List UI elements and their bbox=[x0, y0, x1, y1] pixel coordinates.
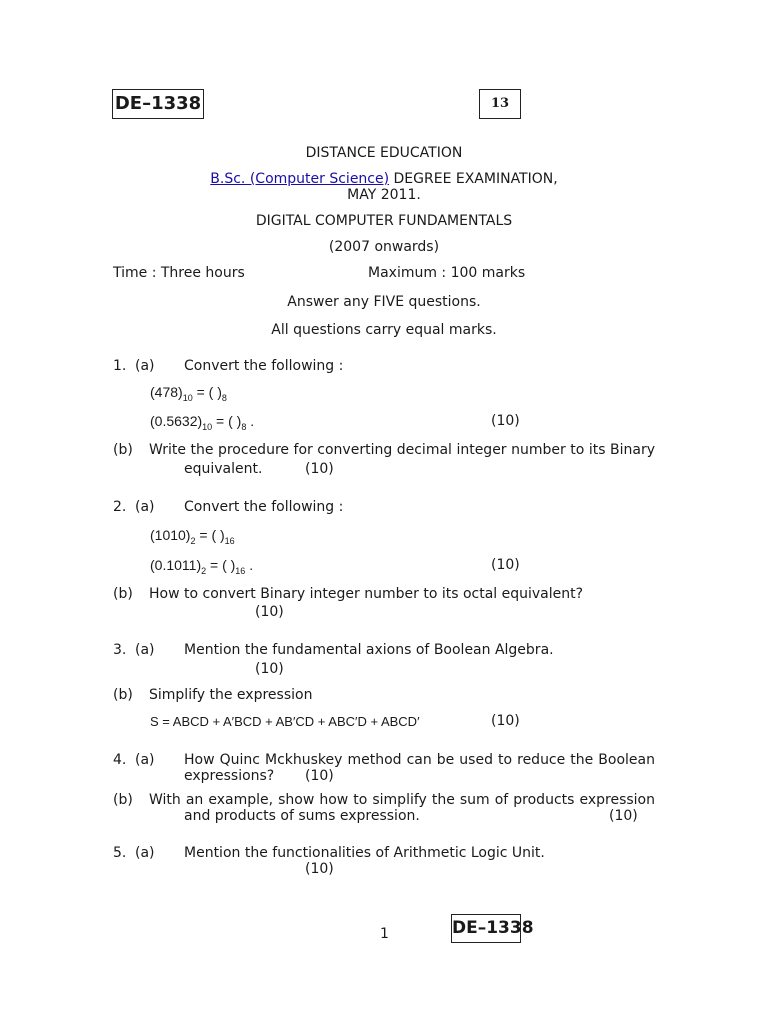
q3b-label: (b) bbox=[113, 687, 133, 703]
q5a-label: (a) bbox=[135, 845, 155, 861]
q4b-marks: (10) bbox=[609, 808, 638, 824]
q2a-text: Convert the following : bbox=[184, 499, 344, 515]
instruction-2: All questions carry equal marks. bbox=[271, 322, 497, 338]
time-text: Time : Three hours bbox=[113, 265, 245, 281]
q1b-text-line1: Write the procedure for converting decimal integer number to its Binary bbox=[149, 442, 655, 458]
q4a-text-line1: How Quinc Mckhuskey method can be used to reduce the Boolean bbox=[184, 752, 655, 768]
q4-number: 4. bbox=[113, 752, 127, 768]
q5a-text: Mention the functionalities of Arithmetic Logic Unit. bbox=[184, 845, 545, 861]
q1-equation-1: $(478)_{10}$ = ( )$_8$ bbox=[150, 384, 227, 403]
paper-code-box: DE–1338 bbox=[112, 89, 204, 119]
q4a-label: (a) bbox=[135, 752, 155, 768]
q5a-marks: (10) bbox=[305, 861, 334, 877]
page-count-box: 13 bbox=[479, 89, 521, 119]
q3b-marks: (10) bbox=[491, 713, 520, 729]
exam-heading: DISTANCE EDUCATION bbox=[305, 145, 463, 161]
instruction-1: Answer any FIVE questions. bbox=[287, 294, 481, 310]
subject-title: DIGITAL COMPUTER FUNDAMENTALS bbox=[255, 213, 513, 229]
q2a-label: (a) bbox=[135, 499, 155, 515]
q4a-marks: (10) bbox=[305, 768, 334, 784]
q1a-label: (a) bbox=[135, 358, 155, 374]
q3a-label: (a) bbox=[135, 642, 155, 658]
q1a-text: Convert the following : bbox=[184, 358, 344, 374]
q1-number: 1. bbox=[113, 358, 127, 374]
q2b-label: (b) bbox=[113, 586, 133, 602]
q4b-text-line2: and products of sums expression. bbox=[184, 808, 420, 824]
q2b-marks: (10) bbox=[255, 604, 284, 620]
q2-equation-1: $(1010)_2$ = ( )$_{16}$ bbox=[150, 527, 235, 546]
q2a-marks: (10) bbox=[491, 557, 520, 573]
q4b-text-line1: With an example, show how to simplify the sum of products expression bbox=[149, 792, 655, 808]
max-marks-text: Maximum : 100 marks bbox=[368, 265, 526, 281]
q1a-marks: (10) bbox=[491, 413, 520, 429]
degree-line-rest: DEGREE EXAMINATION, bbox=[389, 171, 558, 187]
q1-equation-2: $(0.5632)_{10}$ = ( )$_8$ . bbox=[150, 413, 255, 432]
q4b-label: (b) bbox=[113, 792, 133, 808]
q2b-text: How to convert Binary integer number to its octal equivalent? bbox=[149, 586, 584, 602]
q3a-marks: (10) bbox=[255, 661, 284, 677]
q3-number: 3. bbox=[113, 642, 127, 658]
batch-line: (2007 onwards) bbox=[328, 239, 440, 255]
q1b-label: (b) bbox=[113, 442, 133, 458]
q3b-text: Simplify the expression bbox=[149, 687, 313, 703]
exam-date: MAY 2011. bbox=[347, 187, 421, 203]
q5-number: 5. bbox=[113, 845, 127, 861]
degree-link[interactable]: B.Sc. (Computer Science) bbox=[210, 171, 390, 187]
boolean-expression: S = ABCD + A′BCD + AB′CD + ABC′D + ABCD′ bbox=[150, 714, 420, 729]
q2-equation-2: $(0.1011)_2$ = ( )$_{16}$ . bbox=[150, 557, 254, 576]
page-number: 1 bbox=[380, 926, 389, 942]
footer-code-box: DE–1338 bbox=[451, 914, 521, 943]
q1b-text-line2: equivalent. bbox=[184, 461, 263, 477]
q4a-text-line2: expressions? bbox=[184, 768, 275, 784]
q3a-text: Mention the fundamental axions of Boolean Algebra. bbox=[184, 642, 554, 658]
degree-line bbox=[0, 171, 768, 187]
q2-number: 2. bbox=[113, 499, 127, 515]
q1b-marks: (10) bbox=[305, 461, 334, 477]
